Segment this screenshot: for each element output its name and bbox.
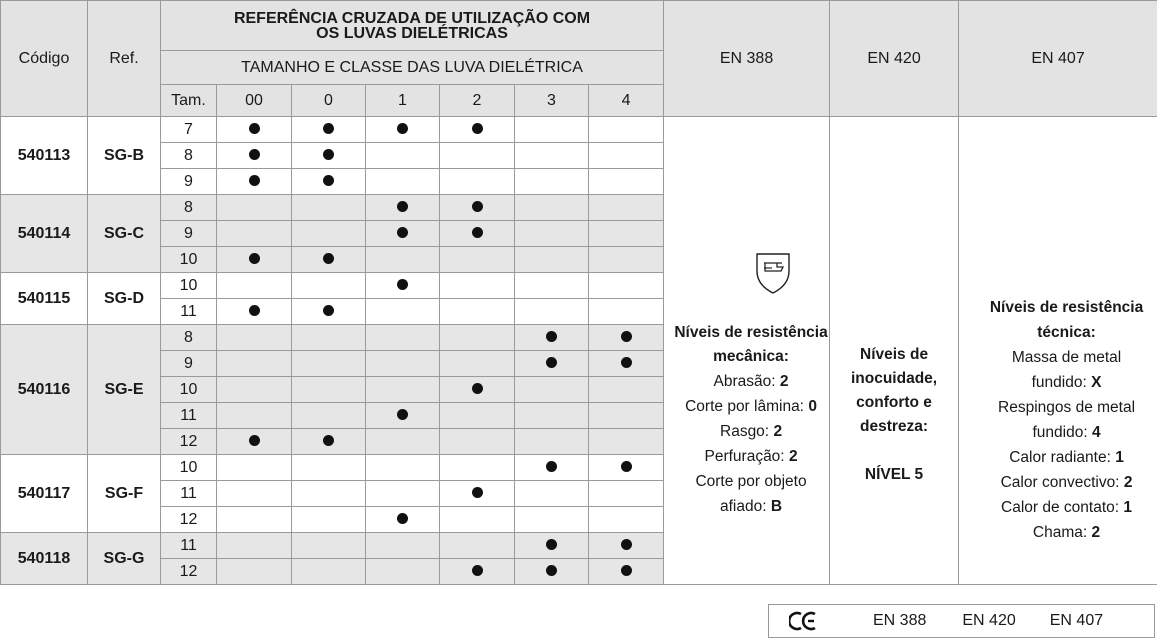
class-0-cell [292,429,366,455]
en407-item-label: Respingos de metal [998,399,1136,416]
en407-item [976,345,1157,370]
size-cell: 8 [161,143,217,169]
en388-item-label: afiado: [720,497,767,515]
header-en407: EN 407 [959,1,1157,117]
en388-item [673,369,829,394]
en388-item [673,419,829,444]
compatible-dot-icon [621,331,632,342]
glove-mechanical-shield-icon [754,251,792,295]
class-1-cell [366,455,440,481]
header-size-class-title: TAMANHO E CLASSE DAS LUVA DIELÉTRICA [161,51,664,85]
en407-item-value: 1 [1123,499,1133,516]
en407-title-line2: técnica: [1037,324,1096,341]
class-1-cell [366,117,440,143]
size-cell: 7 [161,117,217,143]
class-3-cell [515,325,589,351]
class-2-cell [440,273,515,299]
en388-item [673,494,829,519]
en388-panel [664,117,830,585]
class-00-cell [217,221,292,247]
product-code: 540118 [1,533,88,585]
en407-item-label: Calor de contato: [1001,499,1120,516]
size-cell: 12 [161,429,217,455]
class-4-cell [589,299,664,325]
compatible-dot-icon [323,123,334,134]
en407-item [976,445,1157,470]
header-codigo: Código [1,1,88,117]
en388-item-label: Abrasão: [713,372,776,390]
size-cell: 12 [161,507,217,533]
size-cell: 10 [161,455,217,481]
class-0-cell [292,455,366,481]
table-row [1,117,1157,143]
class-0-cell [292,559,366,585]
header-class-0: 0 [292,85,366,117]
class-0-cell [292,351,366,377]
class-3-cell [515,507,589,533]
class-00-cell [217,325,292,351]
class-00-cell [217,195,292,221]
class-1-cell [366,507,440,533]
class-00-cell [217,143,292,169]
class-4-cell [589,221,664,247]
compatible-dot-icon [472,201,483,212]
en407-item-value: 2 [1091,524,1101,541]
en420-line: conforto e [856,393,932,411]
compatible-dot-icon [397,123,408,134]
en388-item-value: 0 [808,397,817,415]
class-1-cell [366,377,440,403]
class-3-cell [515,273,589,299]
class-2-cell [440,455,515,481]
class-4-cell [589,169,664,195]
en420-line: inocuidade, [850,369,938,387]
product-code: 540113 [1,117,88,195]
compatible-dot-icon [472,383,483,394]
class-00-cell [217,299,292,325]
class-2-cell [440,143,515,169]
class-1-cell [366,403,440,429]
class-4-cell [589,325,664,351]
ce-mark-icon [789,611,819,631]
class-3-cell [515,559,589,585]
certification-footer [768,604,1155,638]
compatible-dot-icon [249,175,260,186]
compatible-dot-icon [546,357,557,368]
header-en388: EN 388 [664,1,830,117]
class-2-cell [440,429,515,455]
size-cell: 11 [161,299,217,325]
class-4-cell [589,351,664,377]
compatible-dot-icon [472,487,483,498]
class-3-cell [515,221,589,247]
size-cell: 10 [161,377,217,403]
header-cross-reference-line2: OS LUVAS DIELÉTRICAS [316,24,508,42]
class-3-cell [515,429,589,455]
en388-title-line2: mecânica: [713,347,789,365]
product-ref: SG-F [88,455,161,533]
class-1-cell [366,221,440,247]
compatible-dot-icon [397,409,408,420]
class-3-cell [515,299,589,325]
class-1-cell [366,273,440,299]
compatible-dot-icon [249,149,260,160]
class-1-cell [366,143,440,169]
class-1-cell [366,559,440,585]
class-2-cell [440,221,515,247]
compatible-dot-icon [546,461,557,472]
class-2-cell [440,247,515,273]
compatible-dot-icon [546,331,557,342]
en388-item-label: Corte por objeto [695,472,807,490]
class-2-cell [440,195,515,221]
en407-item [976,420,1157,445]
size-cell: 11 [161,481,217,507]
product-ref: SG-B [88,117,161,195]
class-3-cell [515,351,589,377]
class-00-cell [217,247,292,273]
class-0-cell [292,143,366,169]
class-00-cell [217,429,292,455]
product-ref: SG-C [88,195,161,273]
size-cell: 9 [161,221,217,247]
compatible-dot-icon [621,539,632,550]
class-0-cell [292,221,366,247]
class-2-cell [440,299,515,325]
en388-item-value: 2 [788,447,798,465]
compatible-dot-icon [472,565,483,576]
class-00-cell [217,455,292,481]
header-class-1: 1 [366,85,440,117]
size-cell: 8 [161,195,217,221]
class-2-cell [440,351,515,377]
product-code: 540114 [1,195,88,273]
en420-level: NÍVEL 5 [864,465,924,483]
class-4-cell [589,247,664,273]
class-3-cell [515,481,589,507]
class-1-cell [366,169,440,195]
size-cell: 12 [161,559,217,585]
class-2-cell [440,507,515,533]
class-1-cell [366,325,440,351]
header-tam: Tam. [161,85,217,117]
product-code: 540117 [1,455,88,533]
class-4-cell [589,533,664,559]
class-00-cell [217,351,292,377]
en388-item-label: Perfuração: [704,447,785,465]
footer-en420: EN 420 [962,612,1016,629]
product-code: 540116 [1,325,88,455]
class-3-cell [515,377,589,403]
class-00-cell [217,559,292,585]
class-0-cell [292,299,366,325]
class-1-cell [366,481,440,507]
class-0-cell [292,169,366,195]
product-ref: SG-G [88,533,161,585]
compatible-dot-icon [323,435,334,446]
class-4-cell [589,455,664,481]
en407-item-value: 4 [1091,424,1101,441]
class-00-cell [217,377,292,403]
en407-item [976,520,1157,545]
class-0-cell [292,507,366,533]
en407-item-label: Chama: [1032,524,1088,541]
compatible-dot-icon [323,149,334,160]
en407-item-label: Calor convectivo: [1000,474,1120,491]
class-0-cell [292,325,366,351]
en407-item-value: 1 [1115,449,1124,466]
en407-item-value: 2 [1123,474,1133,491]
header-class-3: 3 [515,85,589,117]
class-4-cell [589,273,664,299]
class-4-cell [589,143,664,169]
class-00-cell [217,273,292,299]
en388-item-value: 2 [773,422,783,440]
header-class-00: 00 [217,85,292,117]
size-cell: 9 [161,169,217,195]
class-1-cell [366,195,440,221]
class-2-cell [440,117,515,143]
header-class-2: 2 [440,85,515,117]
header-cross-reference [161,1,664,51]
header-en420: EN 420 [830,1,959,117]
class-1-cell [366,247,440,273]
class-3-cell [515,117,589,143]
class-1-cell [366,429,440,455]
header-cross-reference-line1: REFERÊNCIA CRUZADA DE UTILIZAÇÃO COM [233,9,591,27]
class-2-cell [440,377,515,403]
compatible-dot-icon [249,435,260,446]
class-00-cell [217,117,292,143]
en420-line: destreza: [860,417,929,435]
class-3-cell [515,169,589,195]
class-2-cell [440,533,515,559]
class-4-cell [589,403,664,429]
class-4-cell [589,481,664,507]
en388-item-value: 2 [779,372,789,390]
class-2-cell [440,481,515,507]
compatible-dot-icon [546,539,557,550]
class-2-cell [440,325,515,351]
class-00-cell [217,533,292,559]
compatible-dot-icon [323,253,334,264]
en420-panel [830,117,959,585]
en407-item-label: fundido: [1032,424,1088,441]
product-ref: SG-E [88,325,161,455]
compatible-dot-icon [397,227,408,238]
size-cell: 8 [161,325,217,351]
class-0-cell [292,533,366,559]
class-00-cell [217,169,292,195]
size-cell: 10 [161,273,217,299]
size-cell: 11 [161,403,217,429]
en388-title-line1: Níveis de resistência [674,323,828,341]
class-0-cell [292,195,366,221]
compatible-dot-icon [621,565,632,576]
class-00-cell [217,507,292,533]
class-2-cell [440,403,515,429]
en388-item-label: Corte por lâmina: [685,397,804,415]
en407-item-label: Calor radiante: [1009,449,1111,466]
en407-item-label: Massa de metal [1011,349,1122,366]
en388-item [673,444,829,469]
class-0-cell [292,377,366,403]
compatible-dot-icon [249,305,260,316]
en407-item [976,470,1157,495]
en420-line: Níveis de [860,345,929,363]
en407-item [976,370,1157,395]
compatible-dot-icon [621,461,632,472]
compatible-dot-icon [323,305,334,316]
class-3-cell [515,455,589,481]
en388-item [673,394,829,419]
compatible-dot-icon [249,253,260,264]
en388-item [673,469,829,494]
class-0-cell [292,481,366,507]
class-4-cell [589,559,664,585]
class-3-cell [515,247,589,273]
product-ref: SG-D [88,273,161,325]
class-4-cell [589,195,664,221]
header-ref: Ref. [88,1,161,117]
compatible-dot-icon [546,565,557,576]
class-3-cell [515,533,589,559]
class-4-cell [589,507,664,533]
class-0-cell [292,117,366,143]
compatible-dot-icon [397,201,408,212]
header-class-4: 4 [589,85,664,117]
class-00-cell [217,481,292,507]
class-1-cell [366,299,440,325]
class-3-cell [515,143,589,169]
en407-item [976,395,1157,420]
product-code: 540115 [1,273,88,325]
class-0-cell [292,273,366,299]
en407-title-line1: Níveis de resistência [989,299,1144,316]
class-1-cell [366,351,440,377]
class-4-cell [589,429,664,455]
size-cell: 11 [161,533,217,559]
compatible-dot-icon [621,357,632,368]
en407-item-value: X [1091,374,1102,391]
compatible-dot-icon [472,227,483,238]
footer-en407: EN 407 [1049,612,1104,629]
size-cell: 9 [161,351,217,377]
class-4-cell [589,377,664,403]
en388-item-value: B [770,497,783,515]
class-0-cell [292,247,366,273]
en407-item-label: fundido: [1031,374,1087,391]
class-3-cell [515,195,589,221]
class-4-cell [589,117,664,143]
size-cell: 10 [161,247,217,273]
en407-panel [959,117,1157,585]
class-3-cell [515,403,589,429]
class-2-cell [440,559,515,585]
compatible-dot-icon [397,513,408,524]
compatible-dot-icon [397,279,408,290]
class-1-cell [366,533,440,559]
en388-item-label: Rasgo: [720,422,770,440]
footer-en388: EN 388 [873,612,927,629]
class-2-cell [440,169,515,195]
compatible-dot-icon [323,175,334,186]
class-0-cell [292,403,366,429]
class-00-cell [217,403,292,429]
compatible-dot-icon [472,123,483,134]
en407-item [976,495,1157,520]
compatible-dot-icon [249,123,260,134]
